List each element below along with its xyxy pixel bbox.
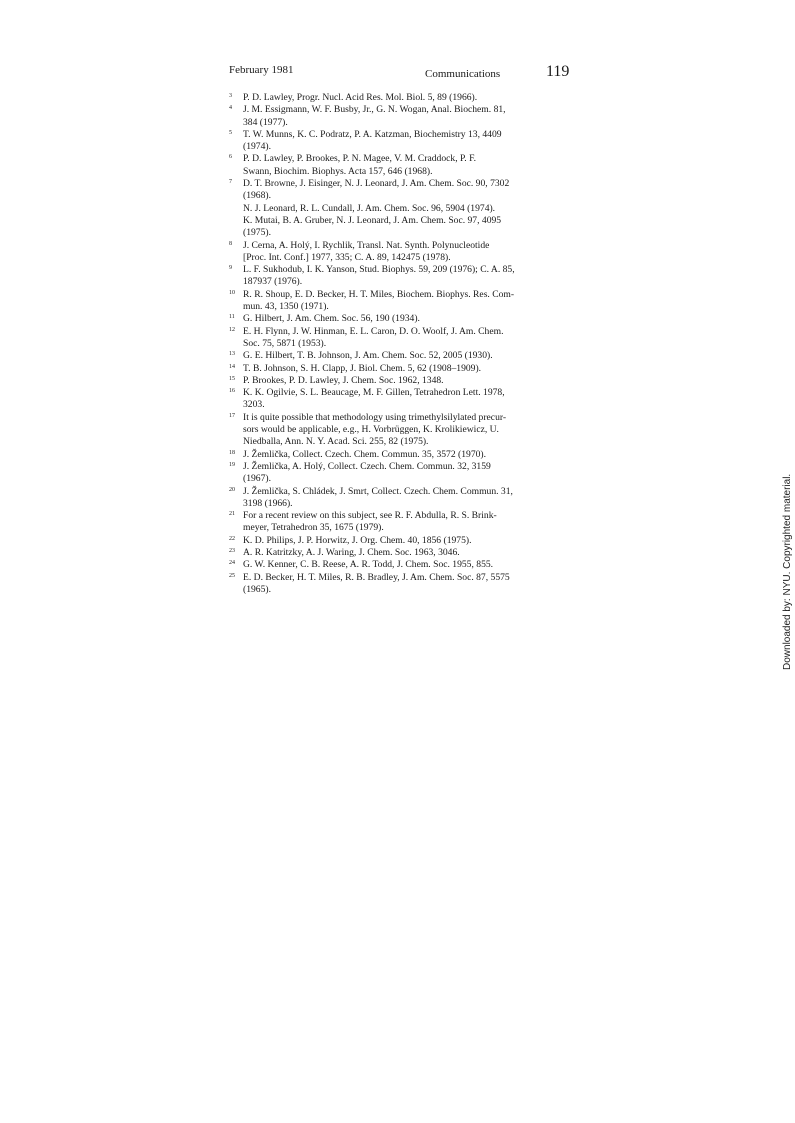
reference-text-line: A. R. Katritzky, A. J. Waring, J. Chem. Soc. 1963, 3046. (243, 546, 460, 558)
reference-text-line: For a recent review on this subject, see R. F. Abdulla, R. S. Brink- (243, 510, 497, 522)
reference-text-line: L. F. Sukhodub, I. K. Yanson, Stud. Biophys. 59, 209 (1976); C. A. 85, (243, 264, 515, 276)
reference-item (229, 535, 557, 547)
reference-list (229, 92, 557, 596)
reference-number: 7 (229, 179, 232, 186)
reference-item (229, 326, 557, 351)
reference-text-line: 3203. (243, 399, 265, 411)
reference-text-line: (1974). (243, 141, 271, 153)
reference-text-line: K. D. Philips, J. P. Horwitz, J. Org. Chem. 40, 1856 (1975). (243, 534, 472, 546)
reference-number: 4 (229, 105, 232, 112)
reference-text-line: Soc. 75, 5871 (1953). (243, 337, 327, 349)
section-title: Communications (425, 68, 501, 80)
reference-number: 17 (229, 412, 235, 419)
reference-text-line: K. K. Ogilvie, S. L. Beaucage, M. F. Gillen, Tetrahedron Lett. 1978, (243, 387, 505, 399)
reference-number: 5 (229, 129, 232, 136)
reference-number: 15 (229, 375, 235, 382)
reference-number: 11 (229, 314, 235, 321)
reference-text-line: Niedballa, Ann. N. Y. Acad. Sci. 255, 82 (1975). (243, 436, 429, 448)
reference-item (229, 240, 557, 265)
reference-item (229, 178, 557, 239)
reference-item (229, 129, 557, 154)
reference-number: 19 (229, 461, 235, 468)
reference-text-line: J. Žemlička, Collect. Czech. Chem. Commun. 35, 3572 (1970). (243, 448, 487, 460)
reference-text-line: J. Žemlička, A. Holý, Collect. Czech. Chem. Commun. 32, 3159 (243, 460, 491, 472)
reference-text-line: (1975). (243, 227, 271, 239)
reference-number: 20 (229, 486, 235, 493)
reference-text-line: J. M. Essigmann, W. F. Busby, Jr., G. N. Wogan, Anal. Biochem. 81, (243, 104, 506, 116)
reference-text-line: J. Žemlička, S. Chládek, J. Smrt, Collect. Czech. Chem. Commun. 31, (243, 485, 513, 497)
reference-number: 9 (229, 265, 232, 272)
watermark-text: Downloaded by: NYU. Copyrighted material. (782, 473, 793, 670)
issue-date: February 1981 (229, 64, 294, 76)
reference-number: 10 (229, 289, 235, 296)
reference-item (229, 363, 557, 375)
reference-item (229, 313, 557, 325)
reference-text-line: sors would be applicable, e.g., H. Vorbrüggen, K. Krolikiewicz, U. (243, 424, 499, 436)
reference-text-line: G. E. Hilbert, T. B. Johnson, J. Am. Chem. Soc. 52, 2005 (1930). (243, 350, 493, 362)
reference-number: 22 (229, 535, 235, 542)
reference-item (229, 264, 557, 289)
reference-text-line: P. D. Lawley, P. Brookes, P. N. Magee, V. M. Craddock, P. F. (243, 153, 477, 165)
reference-item (229, 547, 557, 559)
reference-item (229, 104, 557, 129)
reference-text-line: K. Mutai, B. A. Gruber, N. J. Leonard, J. Am. Chem. Soc. 97, 4095 (243, 214, 502, 226)
reference-number: 8 (229, 240, 232, 247)
reference-item (229, 375, 557, 387)
reference-text-line: J. Cerna, A. Holý, I. Rychlik, Transl. Nat. Synth. Polynucleotide (243, 239, 490, 251)
reference-text-line: P. Brookes, P. D. Lawley, J. Chem. Soc. 1962, 1348. (243, 374, 444, 386)
reference-item (229, 350, 557, 362)
download-watermark (781, 456, 795, 671)
reference-number: 6 (229, 154, 232, 161)
reference-item (229, 572, 557, 597)
reference-text-line: T. W. Munns, K. C. Podratz, P. A. Katzman, Biochemistry 13, 4409 (243, 128, 502, 140)
reference-item (229, 559, 557, 571)
reference-number: 3 (229, 93, 232, 99)
reference-text-line: It is quite possible that methodology using trimethylsilylated precur- (243, 411, 507, 423)
reference-number: 16 (229, 388, 235, 395)
reference-number: 12 (229, 326, 235, 333)
reference-item (229, 449, 557, 461)
reference-text-line: R. R. Shoup, E. D. Becker, H. T. Miles, Biochem. Biophys. Res. Com- (243, 288, 515, 300)
reference-number: 13 (229, 351, 235, 358)
reference-item (229, 412, 557, 449)
reference-number: 25 (229, 572, 235, 579)
reference-text-line: E. D. Becker, H. T. Miles, R. B. Bradley, J. Am. Chem. Soc. 87, 5575 (243, 571, 510, 583)
reference-text-line: meyer, Tetrahedron 35, 1675 (1979). (243, 522, 384, 534)
reference-text-line: Swann, Biochim. Biophys. Acta 157, 646 (1968). (243, 165, 433, 177)
reference-number: 23 (229, 547, 235, 554)
reference-text-line: (1968). (243, 190, 271, 202)
reference-text-line: [Proc. Int. Conf.] 1977, 335; C. A. 89, 142475 (1978). (243, 251, 451, 263)
reference-text-line: D. T. Browne, J. Eisinger, N. J. Leonard, J. Am. Chem. Soc. 90, 7302 (243, 178, 510, 190)
reference-text-line: 3198 (1966). (243, 497, 293, 509)
reference-text-line: N. J. Leonard, R. L. Cundall, J. Am. Chem. Soc. 96, 5904 (1974). (243, 202, 496, 214)
reference-text-line: P. D. Lawley, Progr. Nucl. Acid Res. Mol. Biol. 5, 89 (1966). (243, 92, 478, 103)
reference-item (229, 153, 557, 178)
reference-text-line: (1965). (243, 583, 271, 595)
reference-text-line: 384 (1977). (243, 116, 288, 128)
reference-text-line: G. W. Kenner, C. B. Reese, A. R. Todd, J. Chem. Soc. 1955, 855. (243, 559, 494, 571)
reference-number: 18 (229, 449, 235, 456)
page-number: 119 (546, 63, 570, 80)
reference-text-line: (1967). (243, 473, 271, 485)
reference-number: 21 (229, 511, 235, 518)
reference-text-line: T. B. Johnson, S. H. Clapp, J. Biol. Chem. 5, 62 (1908–1909). (243, 362, 482, 374)
reference-number: 14 (229, 363, 235, 370)
reference-text-line: mun. 43, 1350 (1971). (243, 301, 329, 313)
reference-text-line: 187937 (1976). (243, 276, 303, 288)
reference-item (229, 92, 557, 104)
reference-number: 24 (229, 560, 235, 567)
reference-item (229, 461, 557, 486)
reference-text-line: E. H. Flynn, J. W. Hinman, E. L. Caron, D. O. Woolf, J. Am. Chem. (243, 325, 504, 337)
reference-text-line: G. Hilbert, J. Am. Chem. Soc. 56, 190 (1934). (243, 313, 420, 325)
reference-item (229, 486, 557, 511)
reference-item (229, 289, 557, 314)
reference-item (229, 510, 557, 535)
reference-item (229, 387, 557, 412)
